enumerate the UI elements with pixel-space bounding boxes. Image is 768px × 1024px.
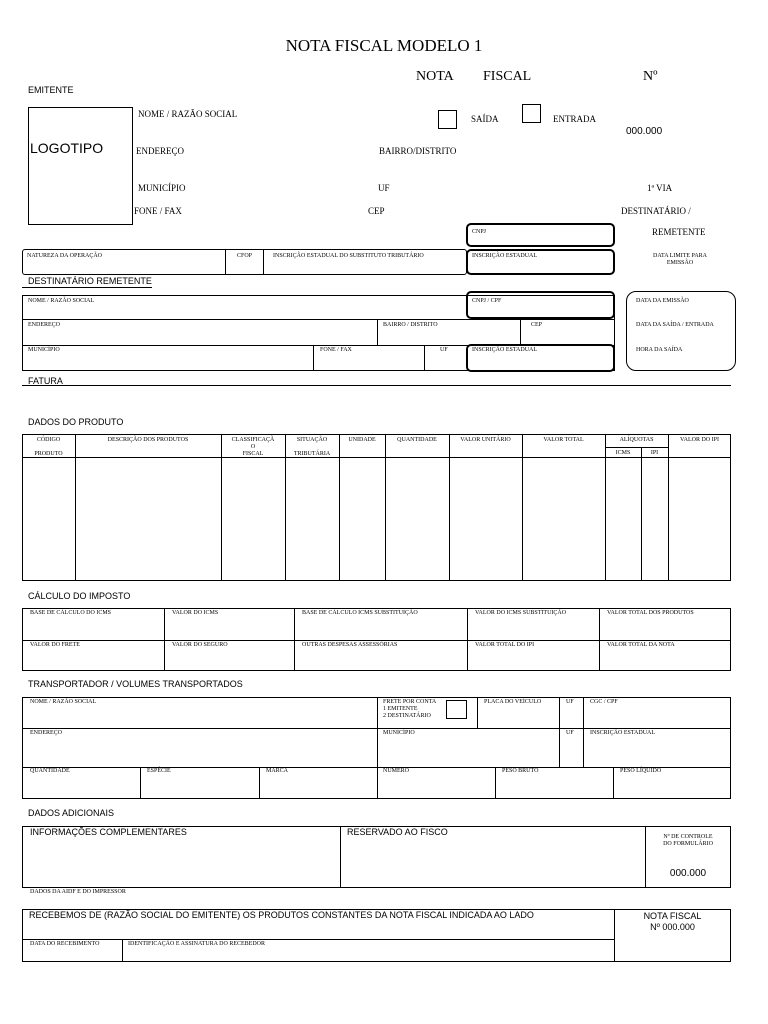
emitente-bairro-label: BAIRRO/DISTRITO <box>379 146 457 156</box>
data-limite-label-2: EMISSÃO <box>666 260 694 266</box>
aidf-label: DADOS DA AIDF E DO IMPRESSOR <box>30 889 126 895</box>
valor-icms-label: VALOR DO ICMS <box>172 610 219 616</box>
base-icms-subst-label: BASE DE CÁLCULO ICMS SUBSTITUIÇÃO <box>302 610 418 616</box>
recibo-text: RECEBEMOS DE (RAZÃO SOCIAL DO EMITENTE) OS PRODUTOS CONSTANTES DA NOTA FISCAL INDICADA AO LADO <box>29 910 534 920</box>
col-descricao-label: DESCRIÇÃO DOS PRODUTOS <box>107 437 189 443</box>
ie-label: INSCRIÇÃO ESTADUAL <box>472 253 538 259</box>
divider <box>668 434 669 581</box>
divider <box>641 447 642 581</box>
numero-value: 000.000 <box>626 126 663 137</box>
col-ipi-label: IPI <box>650 450 659 456</box>
base-icms-label: BASE DE CÁLCULO DO ICMS <box>30 610 112 616</box>
divider <box>339 434 340 581</box>
emitente-cep-label: CEP <box>368 206 385 216</box>
dest-cnpj-cpf-label: CNPJ / CPF <box>472 298 502 304</box>
divider <box>583 697 584 767</box>
frete-emitente-label: 1 EMITENTE <box>383 706 418 712</box>
natureza-label: NATUREZA DA OPERAÇÃO <box>27 253 103 259</box>
fiscal-label: FISCAL <box>483 69 532 84</box>
divider <box>164 608 165 671</box>
frete-checkbox[interactable] <box>446 700 467 719</box>
peso-liquido-label: PESO LÍQUIDO <box>620 768 662 774</box>
frete-destinatario-label: 2 DESTINATÁRIO <box>383 713 431 719</box>
emitente-nome-label: NOME / RAZÃO SOCIAL <box>138 109 238 119</box>
cgc-cpf-label: CGC / CPF <box>590 699 618 705</box>
divider <box>559 697 560 767</box>
divider <box>340 826 341 888</box>
col-codigo-label: CÓDIGO <box>36 437 61 443</box>
cnpj-field[interactable] <box>466 223 615 247</box>
logo-box <box>28 107 133 225</box>
divider <box>605 434 606 581</box>
hora-saida-label: HORA DA SAÍDA <box>636 347 683 353</box>
col-classificacao-label: CLASSIFICAÇÃ <box>231 437 275 443</box>
col-classificacao-label-3: FISCAL <box>242 451 264 457</box>
remetente-label: REMETENTE <box>652 227 706 237</box>
dest-endereco-label: ENDEREÇO <box>28 322 60 328</box>
divider <box>22 319 615 320</box>
dest-bairro-label: BAIRRO / DISTRITO <box>383 322 438 328</box>
marca-label: MARCA <box>266 768 289 774</box>
via-label: 1ª VIA <box>647 183 673 193</box>
dest-ie-label: INSCRIÇÃO ESTADUAL <box>472 347 538 353</box>
dest-municipio-label: MUNICÍPIO <box>28 347 60 353</box>
numero-volume-label: NUMERO <box>383 768 410 774</box>
emitente-municipio-label: MUNICÍPIO <box>138 183 186 193</box>
transp-endereco-label: ENDEREÇO <box>30 730 62 736</box>
info-complementares-label: INFORMAÇÕES COMPLEMENTARES <box>30 827 187 837</box>
emitente-uf-label: UF <box>378 183 390 193</box>
divider <box>522 434 523 581</box>
col-valor-ipi-label: VALOR DO IPI <box>680 437 719 443</box>
reservado-fisco-label: RESERVADO AO FISCO <box>347 827 448 837</box>
recibo-numero: Nº 000.000 <box>650 922 695 932</box>
emitente-label: EMITENTE <box>28 85 74 95</box>
produtos-title: DADOS DO PRODUTO <box>28 417 124 427</box>
divider <box>140 767 141 799</box>
divider <box>75 434 76 581</box>
valor-frete-label: VALOR DO FRETE <box>30 642 80 648</box>
emitente-endereco-label: ENDEREÇO <box>136 146 184 156</box>
divider <box>225 249 226 275</box>
transp-ie-label: INSCRIÇÃO ESTADUAL <box>590 730 656 736</box>
frete-conta-label: FRETE POR CONTA <box>383 699 437 705</box>
entrada-label: ENTRADA <box>553 114 596 124</box>
saida-label: SAÍDA <box>471 114 499 124</box>
nota-label: NOTA <box>416 69 454 84</box>
col-situacao-label-2: TRIBUTÁRIA <box>293 451 331 457</box>
adicionais-title: DADOS ADICIONAIS <box>28 808 115 818</box>
data-recebimento-label: DATA DO RECEBIMENTO <box>30 941 100 947</box>
divider <box>424 345 425 371</box>
dest-cep-label: CEP <box>531 322 543 328</box>
divider <box>22 385 731 386</box>
col-valor-unitario-label: VALOR UNITÁRIO <box>460 437 511 443</box>
controle-value: 000.000 <box>669 868 707 879</box>
col-quantidade-label: QUANTIDADE <box>397 437 437 443</box>
divider <box>22 939 614 940</box>
controle-label-2: DO FORMULÁRIO <box>663 841 713 847</box>
saida-checkbox[interactable] <box>438 110 457 129</box>
divider <box>22 457 731 458</box>
col-icms-label: ICMS <box>615 450 631 456</box>
divider <box>294 608 295 671</box>
transp-uf-label: UF <box>566 699 574 705</box>
divider <box>22 287 152 288</box>
divider <box>385 434 386 581</box>
emitente-fone-label: FONE / FAX <box>134 206 182 216</box>
valor-total-ipi-label: VALOR TOTAL DO IPI <box>475 642 535 648</box>
cfop-label: CFOP <box>237 253 253 259</box>
divider <box>313 345 314 371</box>
col-classificacao-label-2: O <box>250 444 256 450</box>
quantidade-label: QUANTIDADE <box>30 768 70 774</box>
divider <box>22 640 731 641</box>
dest-fone-label: FONE / FAX <box>320 347 352 353</box>
divider <box>377 697 378 767</box>
divider <box>259 767 260 799</box>
divider <box>449 434 450 581</box>
placa-label: PLACA DO VEÍCULO <box>484 699 542 705</box>
col-aliquotas-label: ALÍQUOTAS <box>619 437 654 443</box>
divider <box>467 608 468 671</box>
transp-municipio-label: MUNICÍPIO <box>383 730 415 736</box>
divider <box>263 249 264 275</box>
divider <box>377 767 378 799</box>
destinatario-title: DESTINATÁRIO REMETENTE <box>28 276 152 286</box>
data-emissao-label: DATA DA EMISSÃO <box>636 298 689 304</box>
divider <box>377 319 378 345</box>
logo-text: LOGOTIPO <box>30 140 104 156</box>
transportador-title: TRANSPORTADOR / VOLUMES TRANSPORTADOS <box>28 679 243 689</box>
divider <box>605 447 668 448</box>
transp-uf2-label: UF <box>566 730 574 736</box>
dest-uf-label: UF <box>440 347 448 353</box>
entrada-checkbox[interactable] <box>522 104 541 123</box>
valor-seguro-label: VALOR DO SEGURO <box>172 642 228 648</box>
cnpj-label: CNPJ <box>472 229 487 235</box>
valor-total-nota-label: VALOR TOTAL DA NOTA <box>607 642 675 648</box>
data-saida-label: DATA DA SAÍDA / ENTRADA <box>636 322 714 328</box>
divider <box>520 319 521 345</box>
col-situacao-label: SITUAÇÃO <box>296 437 328 443</box>
numero-symbol: Nº <box>643 69 658 84</box>
col-valor-total-label: VALOR TOTAL <box>543 437 584 443</box>
col-unidade-label: UNIDADE <box>348 437 376 443</box>
divider <box>122 939 123 962</box>
col-codigo-label-2: PRODUTO <box>34 451 63 457</box>
outras-despesas-label: OUTRAS DESPESAS ASSESSÓRIAS <box>302 642 398 648</box>
peso-bruto-label: PESO BRUTO <box>502 768 539 774</box>
divider <box>495 767 496 799</box>
imposto-title: CÁLCULO DO IMPOSTO <box>28 591 131 601</box>
fatura-title: FATURA <box>28 376 63 386</box>
recibo-nota-label: NOTA FISCAL <box>643 911 702 921</box>
transp-nome-label: NOME / RAZÃO SOCIAL <box>30 699 97 705</box>
valor-icms-subst-label: VALOR DO ICMS SUBSTITUIÇÃO <box>475 610 567 616</box>
valor-total-produtos-label: VALOR TOTAL DOS PRODUTOS <box>607 610 694 616</box>
controle-label: Nº DE CONTROLE <box>663 834 713 840</box>
destinatario-remetente-label: DESTINATÁRIO / <box>621 206 691 216</box>
divider <box>477 697 478 728</box>
form-title: NOTA FISCAL MODELO 1 <box>285 36 483 55</box>
especie-label: ESPÉCIE <box>147 768 171 774</box>
divider <box>613 767 614 799</box>
identificacao-label: IDENTIFICAÇÃO E ASSINATURA DO RECEBEDOR <box>128 941 266 947</box>
data-limite-label: DATA LIMITE PARA <box>653 253 707 259</box>
ie-subst-label: INSCRIÇÃO ESTADUAL DO SUBSTITUTO TRIBUTÁRIO <box>273 253 424 259</box>
dest-nome-label: NOME / RAZÃO SOCIAL <box>28 298 95 304</box>
divider <box>599 608 600 671</box>
cnpj-cpf-field[interactable] <box>466 291 615 319</box>
